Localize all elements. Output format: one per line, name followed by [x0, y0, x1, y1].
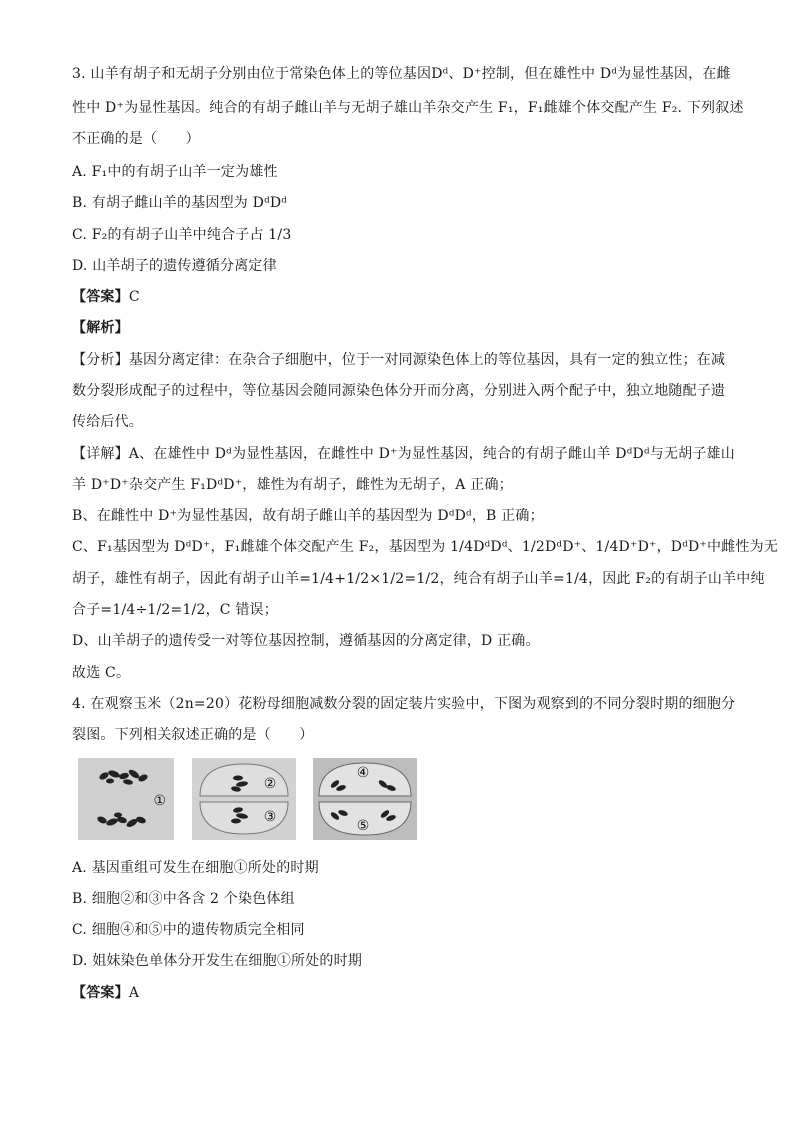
q4-answer-value: A	[128, 985, 140, 1001]
q4-option-d: D. 姐妹染色单体分开发生在细胞①所处的时期	[72, 953, 363, 969]
cell-division-figure	[78, 758, 423, 840]
q4-stem-line-2: 裂图。下列相关叙述正确的是（ ）	[72, 727, 314, 743]
q4-option-c: C. 细胞④和⑤中的遗传物质完全相同	[72, 922, 305, 938]
q3-stem-line-1: 3. 山羊有胡子和无胡子分别由位于常染色体上的等位基因Dᵈ、D⁺控制，但在雄性中 Dᵈ为显性基因，在雌	[72, 66, 731, 82]
cell-image-1	[78, 758, 174, 840]
q3-answer-value: C	[128, 289, 140, 305]
cell-label-3: ③	[263, 809, 277, 825]
q4-option-a: A. 基因重组可发生在细胞①所处的时期	[72, 860, 319, 876]
cell-image-4-5	[313, 758, 417, 840]
q3-option-a: A. F₁中的有胡子山羊一定为雄性	[72, 164, 278, 180]
q3-fenxi-line-1: 【分析】基因分离定律：在杂合子细胞中，位于一对同源染色体上的等位基因，具有一定的独立性；在减	[72, 352, 726, 368]
q3-fenxi-line-3: 传给后代。	[72, 414, 143, 430]
cell-label-2: ②	[263, 776, 277, 792]
cell-label-5: ⑤	[356, 818, 370, 834]
q4-option-b: B. 细胞②和③中各含 2 个染色体组	[72, 891, 295, 907]
q3-xiangjie-line-2: 羊 D⁺D⁺杂交产生 F₁DᵈD⁺，雄性为有胡子，雌性为无胡子，A 正确；	[72, 477, 513, 493]
q3-stem-line-3: 不正确的是（ ）	[72, 131, 200, 147]
cell-label-4: ④	[356, 765, 370, 781]
q3-xiangjie-line-8: 故选 C。	[72, 665, 131, 681]
q3-option-b: B. 有胡子雌山羊的基因型为 DᵈDᵈ	[72, 195, 288, 211]
q3-answer-tag: 【答案】	[72, 289, 129, 305]
q3-xiangjie-line-5: 胡子，雄性有胡子，因此有胡子山羊=1/4+1/2×1/2=1/2，纯合有胡子山羊=1/4，因此 F₂的有胡子山羊中纯	[72, 571, 765, 587]
q4-answer-row	[72, 983, 732, 1003]
cell-image-2-3	[192, 758, 296, 840]
q3-analysis-tag: 【解析】	[72, 320, 129, 336]
q4-answer-tag: 【答案】	[72, 985, 129, 1001]
q3-answer-row	[72, 287, 732, 307]
q3-xiangjie-line-7: D、山羊胡子的遗传受一对等位基因控制，遵循基因的分离定律，D 正确。	[72, 633, 540, 649]
q3-option-c: C. F₂的有胡子山羊中纯合子占 1/3	[72, 227, 292, 243]
q3-fenxi-line-2: 数分裂形成配子的过程中，等位基因会随同源染色体分开而分离，分别进入两个配子中，独立地随配子遗	[72, 383, 726, 399]
q3-xiangjie-line-1: 【详解】A、在雄性中 Dᵈ为显性基因，在雌性中 D⁺为显性基因，纯合的有胡子雌山羊 DᵈDᵈ与无胡子雄山	[72, 446, 735, 462]
q3-option-d: D. 山羊胡子的遗传遵循分离定律	[72, 258, 277, 274]
q3-xiangjie-line-3: B、在雌性中 D⁺为显性基因，故有胡子雌山羊的基因型为 DᵈDᵈ，B 正确；	[72, 508, 544, 524]
cell-label-1: ①	[153, 793, 166, 809]
q4-stem-line-1: 4. 在观察玉米（2n=20）花粉母细胞减数分裂的固定装片实验中，下图为观察到的不同分裂时期的细胞分	[72, 696, 736, 712]
q3-stem-line-2: 性中 D⁺为显性基因。纯合的有胡子雌山羊与无胡子雄山羊杂交产生 F₁，F₁雌雄个体交配产生 F₂. 下列叙述	[72, 100, 744, 116]
q3-xiangjie-line-4: C、F₁基因型为 DᵈD⁺，F₁雌雄个体交配产生 F₂，基因型为 1/4DᵈDᵈ、1/2DᵈD⁺、1/4D⁺D⁺，DᵈD⁺中雌性为无	[72, 539, 779, 555]
q3-xiangjie-line-6: 合子=1/4÷1/2=1/2，C 错误；	[72, 602, 278, 618]
